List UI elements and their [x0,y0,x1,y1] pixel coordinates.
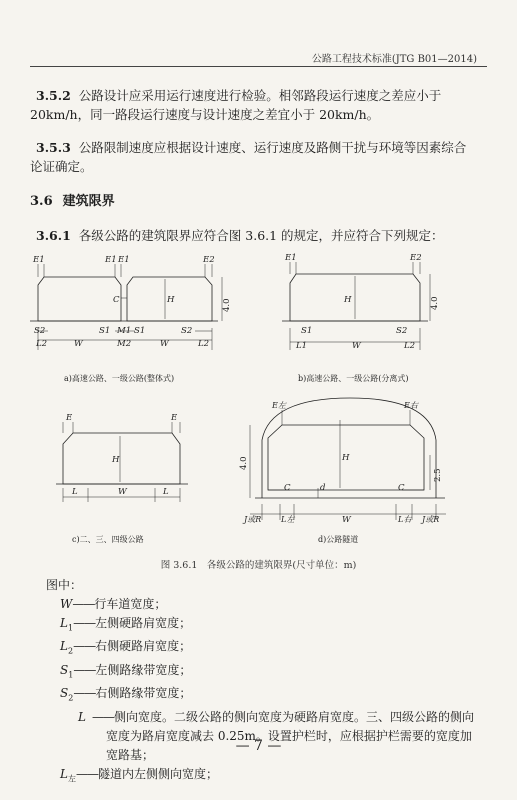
section-title: 建筑限界 [62,194,115,209]
legend-item: $L_1——$左侧硬路肩宽度； [46,614,477,637]
legend-item: W——行车道宽度； [46,595,477,614]
label-L2-a: L2 [36,339,48,349]
label-C-d2: C [398,483,405,493]
figure-d [239,398,446,544]
label-E1-a3: E1 [118,255,130,265]
label-L-c1: L [72,487,78,497]
legend-symbol: $L_左$ [60,766,76,783]
label-Eyou-d: E右 [404,401,418,410]
figure-c [56,413,188,544]
label-Ezuo-d: E左 [272,401,286,410]
label-E1-a1: E1 [33,255,45,265]
subcaption-a: a)高速公路、一级公路(整体式) [64,374,175,383]
label-Lyou-d: L右 [398,515,412,524]
clearance-figure [0,250,517,560]
clause-text: 公路限制速度应根据设计速度、运行速度及路侧干扰与环境等因素综合论证确定。 [30,140,467,174]
label-H-d: H [342,453,350,463]
label-L-c2: L [163,487,169,497]
legend-item: L ——侧向宽度。二级公路的侧向宽度为硬路肩宽度。三、四级公路的侧向宽度为路肩宽度减去 0.25m。设置护栏时，应根据护栏需要的宽度加宽路基； [78,709,475,762]
figure-legend [46,576,477,788]
legend-text: 左侧硬路肩宽度； [95,616,192,630]
subcaption-c: c)二、三、四级公路 [72,535,144,544]
label-L2-a2: L2 [198,339,210,349]
legend-text: 侧向宽度。二级公路的侧向宽度为硬路肩宽度。三、四级公路的侧向宽度为路肩宽度减去 0.25m。设置护栏时，应根据护栏需要的宽度加宽路基； [106,709,475,762]
legend-symbol: W [60,597,73,611]
label-4-0-d: 4.0 [239,456,249,470]
label-4-0-a: 4.0 [222,298,232,312]
label-Lzuo-d: L左 [281,515,295,524]
header-rule [30,66,487,67]
legend-item: $S_2——$右侧路缘带宽度； [46,684,477,707]
figure-caption: 图 3.6.1 各级公路的建筑限界(尺寸单位：m) [160,560,357,571]
legend-symbol: $S_1$ [60,662,74,680]
legend-text: 行车道宽度； [94,597,167,611]
clause-3-5-2 [30,86,477,124]
label-W-b: W [352,341,361,351]
label-4-0-b: 4.0 [430,296,440,310]
legend-symbol: $S_2$ [60,686,74,703]
label-H-a: H [167,295,175,305]
subcaption-d: d)公路隧道 [318,535,359,544]
label-E2-a: E2 [203,255,215,265]
clause-3-5-3 [30,138,477,176]
legend-text: 隧道内左侧侧向宽度； [97,766,218,781]
label-E1-b: E1 [285,253,297,263]
label-M2-a: M2 [117,339,132,349]
section-number: 3.6 [30,194,53,209]
clearance-outline [63,433,180,484]
section-heading [30,190,115,209]
label-W-a1: W [74,339,83,349]
label-W-a2: W [160,339,169,349]
label-H-b: H [344,295,352,305]
legend-symbol: $L_1$ [60,616,74,633]
label-S1-a2: S1 [134,326,146,336]
label-M1-a: M1 [117,326,132,336]
label-S2-a1: S2 [34,326,46,336]
label-E-c2: E [171,413,178,423]
legend-text: 右侧路缘带宽度； [95,686,192,701]
clause-3-6-1 [30,226,477,245]
page-number: — 7 — [235,738,282,754]
label-H-c: H [112,455,120,465]
legend-items [46,595,477,788]
clause-text: 公路设计应采用运行速度进行检验。相邻路段运行速度之差应小于 20km/h，同一路段运行速度与设计速度之差宜小于 20km/h。 [30,88,442,122]
legend-intro: 图中： [46,578,83,592]
clause-text: 各级公路的建筑限界应符合图 3.6.1 的规定，并应符合下列规定： [78,228,444,243]
legend-item: $L_左——$隧道内左侧侧向宽度； [46,765,477,788]
label-JR-d2: J或R [422,515,440,524]
figure-a [30,255,232,383]
legend-text: 右侧硬路肩宽度； [95,639,192,654]
label-S1-b: S1 [301,326,313,336]
figure-b [282,253,440,383]
clause-number: 3.6.1 [36,228,71,243]
running-header: 公路工程技术标准(JTG B01—2014) [311,54,477,65]
clause-number: 3.5.2 [36,88,71,103]
clearance-outline-left [38,277,121,321]
label-E1-a2: E1 [105,255,117,265]
label-d-d: d [320,483,326,493]
label-L2-b: L2 [404,341,416,351]
legend-symbol: $L_2$ [60,639,74,656]
label-E-c1: E [66,413,73,423]
label-L1-b: L1 [296,341,308,351]
label-2-5-d: 2.5 [433,468,443,482]
label-S2-a2: S2 [181,326,193,336]
label-E2-b: E2 [410,253,422,263]
subcaption-b: b)高速公路、一级公路(分离式) [298,374,409,383]
label-C-a: C [113,295,120,305]
legend-text: 左侧路缘带宽度； [95,662,192,677]
label-C-d1: C [284,483,291,493]
legend-item: $S_1——$左侧路缘带宽度； [46,661,477,684]
label-S1-a1: S1 [99,326,111,336]
legend-item: $L_2——$右侧硬路肩宽度； [46,637,477,660]
clause-number: 3.5.3 [36,140,71,155]
label-W-d: W [342,515,351,525]
label-JR-d1: J或R [244,515,262,524]
label-W-c: W [118,487,127,497]
label-S2-b: S2 [396,326,408,336]
